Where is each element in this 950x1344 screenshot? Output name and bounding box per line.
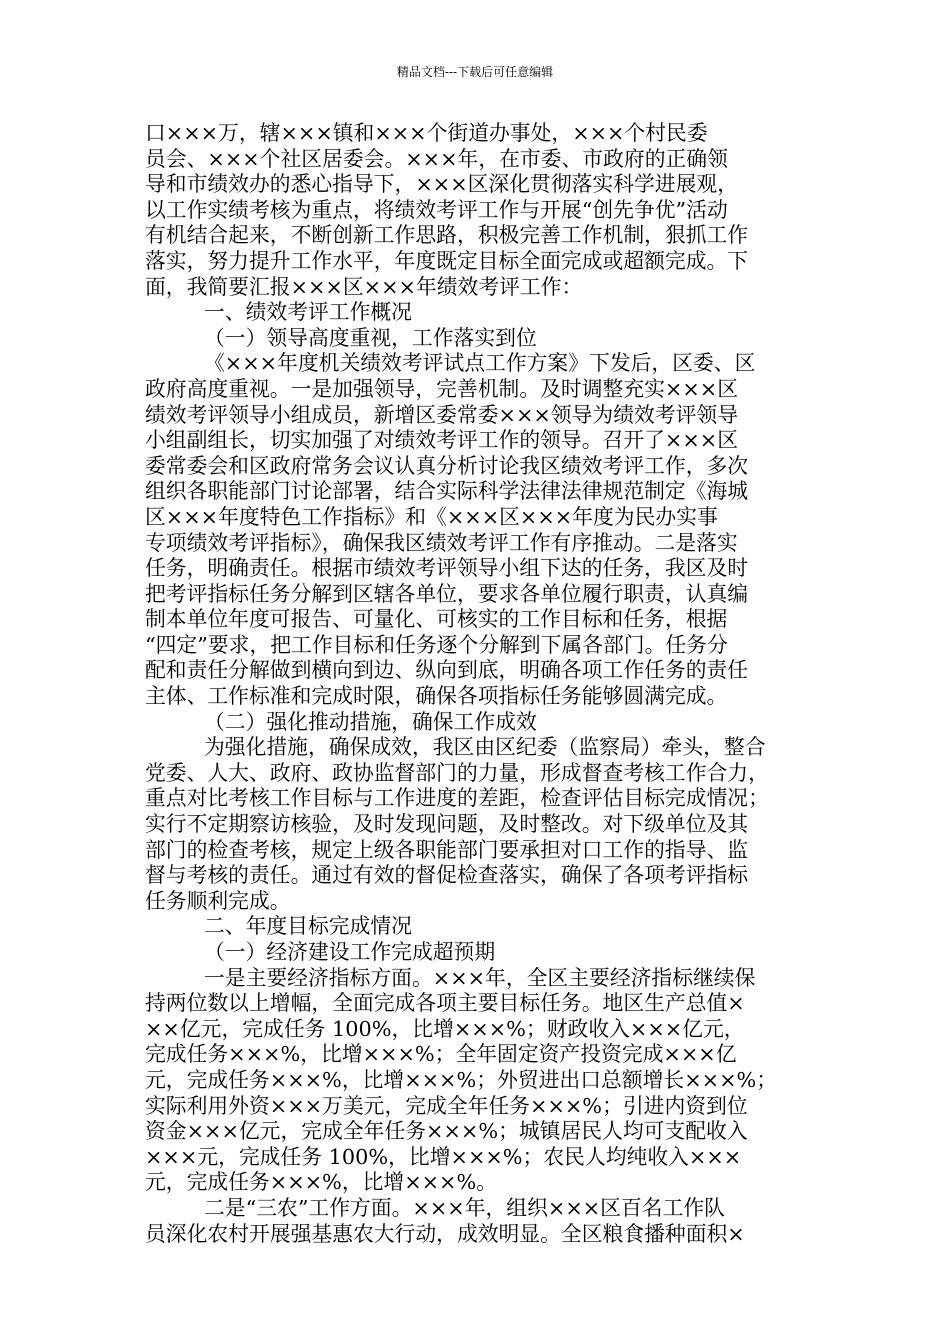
document-body <box>145 121 810 1247</box>
text-line: 部门的检查考核，规定上级各职能部门要承担对口工作的指导、监 <box>145 837 749 862</box>
text-line: 资金×××亿元，完成全年任务×××%；城镇居民人均可支配收入 <box>145 1119 748 1144</box>
text-line: 《×××年度机关绩效考评试点工作方案》下发后，区委、区 <box>204 351 756 376</box>
text-line: 政府高度重视。一是加强领导，完善机制。及时调整充实×××区 <box>145 376 738 401</box>
text-line: 以工作实绩考核为重点，将绩效考评工作与开展“创先争优”活动 <box>145 197 728 222</box>
text-line: 持两位数以上增幅，全面完成各项主要目标任务。地区生产总值× <box>145 991 745 1016</box>
text-line: 实际利用外资×××万美元，完成全年任务×××%；引进内资到位 <box>145 1093 748 1118</box>
text-line: 落实，努力提升工作水平，年度既定目标全面完成或超额完成。下 <box>145 248 749 273</box>
text-line: “四定”要求，把工作目标和任务逐个分解到下属各部门。任务分 <box>145 632 728 657</box>
text-line: 有机结合起来，不断创新工作思路，积极完善工作机制，狠抓工作 <box>145 223 749 248</box>
text-line: ×××元，完成任务 100%，比增×××%；农民人均纯收入××× <box>145 1144 742 1169</box>
text-line: 元，完成任务×××%，比增×××%；外贸进出口总额增长×××%； <box>145 1067 778 1092</box>
text-line: 面，我简要汇报×××区×××年绩效考评工作： <box>145 274 583 299</box>
text-line: 配和责任分解做到横向到边、纵向到底，明确各项工作任务的责任 <box>145 658 749 683</box>
text-line: 任务顺利完成。 <box>145 888 291 913</box>
text-line: 口×××万，辖×××镇和×××个街道办事处，×××个村民委 <box>145 121 708 145</box>
text-line: （一）经济建设工作完成超预期 <box>204 940 496 964</box>
text-line: 任务，明确责任。根据市绩效考评领导小组下达的任务，我区及时 <box>145 556 749 581</box>
text-line: 主体、工作标准和完成时限，确保各项指标任务能够圆满完成。 <box>145 684 728 709</box>
text-line: 委常委会和区政府常务会议认真分析讨论我区绩效考评工作，多次 <box>145 453 749 478</box>
text-line: 实行不定期察访核验，及时发现问题，及时整改。对下级单位及其 <box>145 812 749 837</box>
text-line: 区×××年度特色工作指标》和《×××区×××年度为民办实事 <box>145 504 718 529</box>
text-line: 重点对比考核工作目标与工作进度的差距，检查评估目标完成情况； <box>145 786 769 811</box>
text-line: （二）强化推动措施，确保工作成效 <box>204 709 537 734</box>
text-line: 导和市绩效办的悉心指导下，×××区深化贯彻落实科学进展观， <box>145 172 738 197</box>
text-line: 员会、×××个社区居委会。×××年，在市委、市政府的正确领 <box>145 146 728 171</box>
text-line: 绩效考评领导小组成员，新增区委常委×××领导为绩效考评领导 <box>145 402 738 427</box>
text-line: 制本单位年度可报告、可量化、可核实的工作目标和任务，根据 <box>145 607 728 632</box>
text-line: 员深化农村开展强基惠农大行动，成效明显。全区粮食播种面积× <box>145 1221 745 1246</box>
text-line: 一、绩效考评工作概况 <box>204 300 412 325</box>
page-header: 精品文档---下载后可任意编辑 <box>396 65 554 79</box>
text-line: ××亿元，完成任务 100%，比增×××%；财政收入×××亿元， <box>145 1016 745 1041</box>
text-line: 为强化措施，确保成效，我区由区纪委（监察局）牵头，整合 <box>204 735 766 760</box>
text-line: 二、年度目标完成情况 <box>204 914 412 939</box>
text-line: 一是主要经济指标方面。×××年，全区主要经济指标继续保 <box>204 965 756 990</box>
text-line: 完成任务×××%，比增×××%；全年固定资产投资完成×××亿 <box>145 1042 737 1067</box>
text-line: 元，完成任务×××%，比增×××%。 <box>145 1170 498 1195</box>
text-line: 专项绩效考评指标》，确保我区绩效考评工作有序推动。二是落实 <box>145 530 738 555</box>
text-line: 二是“三农”工作方面。×××年，组织×××区百名工作队 <box>204 1195 725 1220</box>
text-line: （一）领导高度重视，工作落实到位 <box>204 325 537 350</box>
text-line: 督与考核的责任。通过有效的督促检查落实，确保了各项考评指标 <box>145 863 749 888</box>
text-line: 小组副组长，切实加强了对绩效考评工作的领导。召开了×××区 <box>145 428 738 453</box>
text-line: 组织各职能部门讨论部署，结合实际科学法律法律规范制定《海城 <box>145 479 749 504</box>
text-line: 把考评指标任务分解到区辖各单位，要求各单位履行职责，认真编 <box>145 581 749 606</box>
text-line: 党委、人大、政府、政协监督部门的力量，形成督查考核工作合力， <box>145 760 769 785</box>
